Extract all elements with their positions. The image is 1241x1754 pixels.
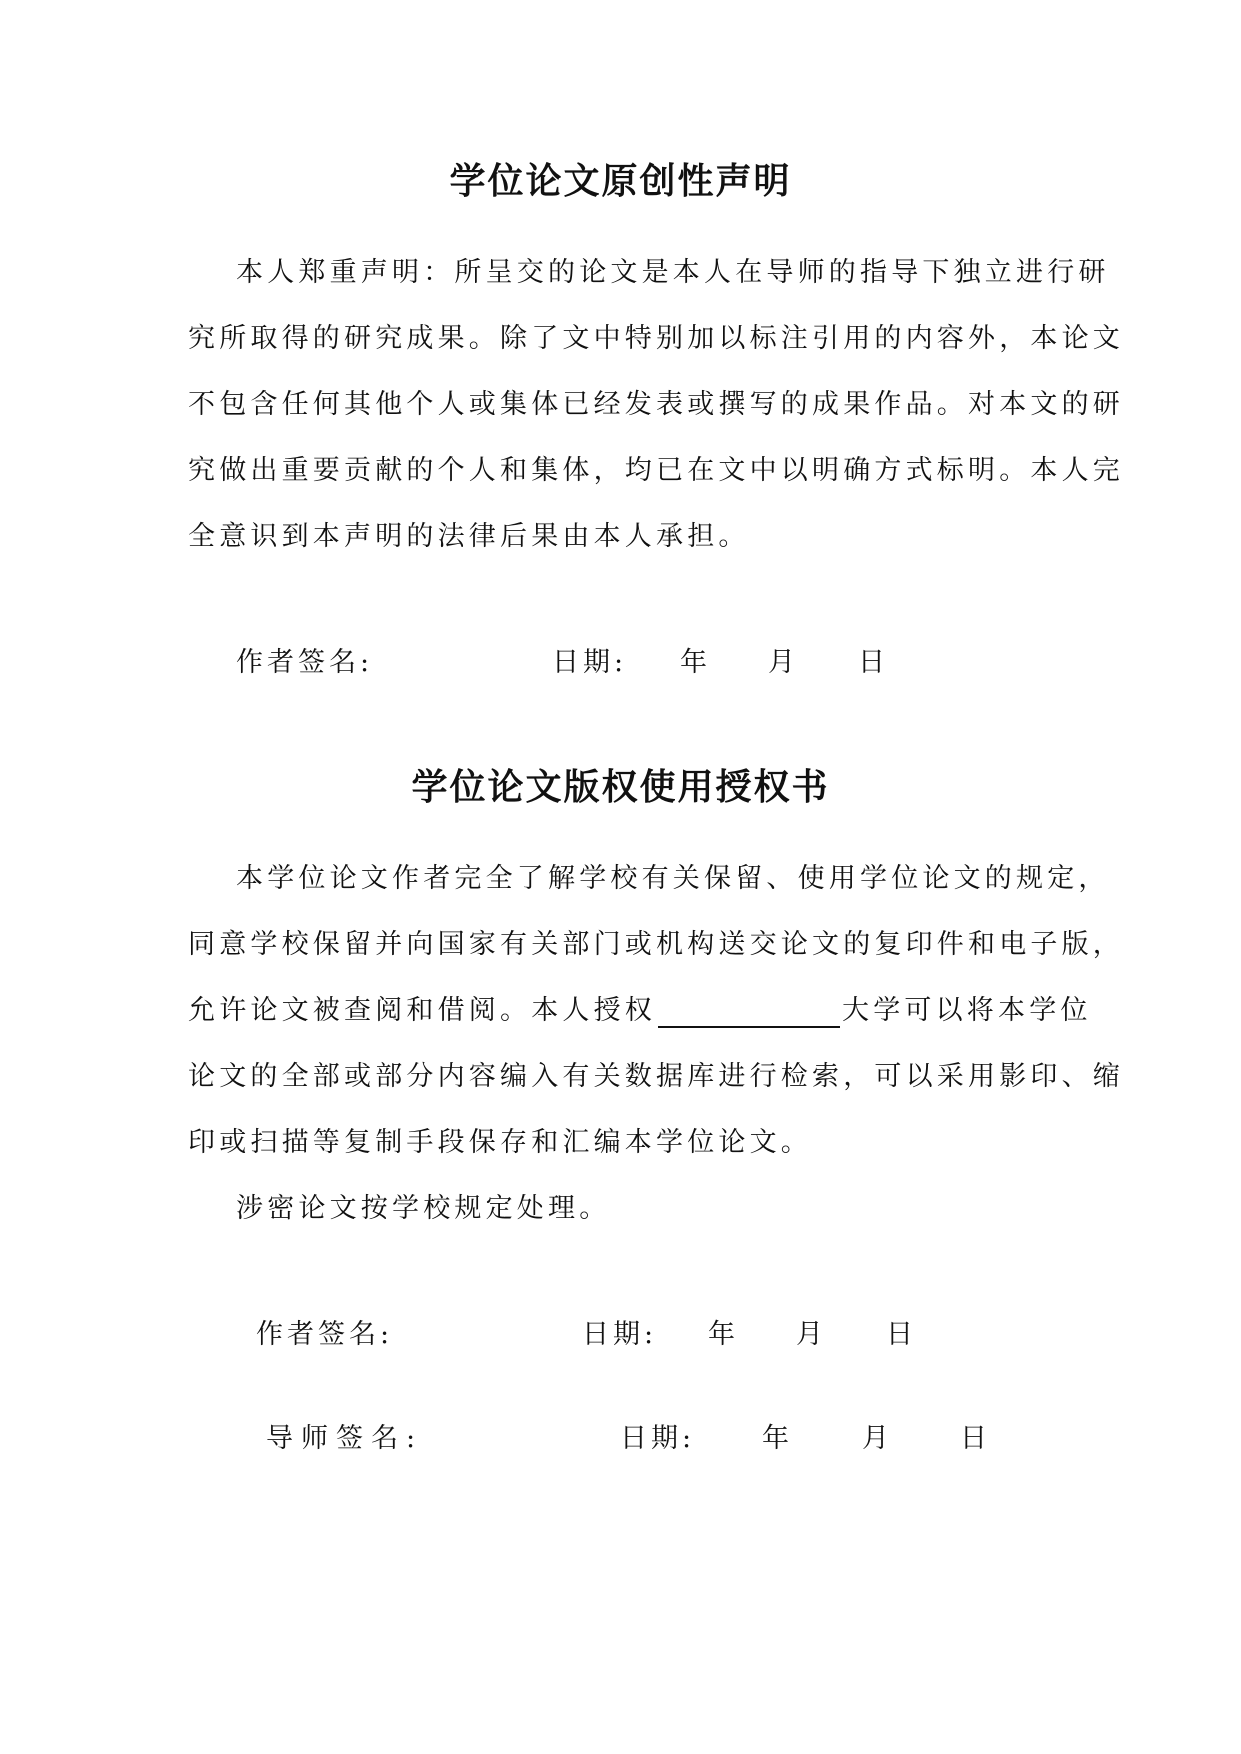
declaration-signature-row: [0, 646, 1241, 680]
date-day: 日: [960, 1423, 991, 1454]
declaration-line-1: 本人郑重声明：所呈交的论文是本人在导师的指导下独立进行研: [236, 257, 1110, 288]
declaration-line-2: 究所取得的研究成果。除了文中特别加以标注引用的内容外，本论文: [188, 323, 1124, 354]
advisor-signature-row: [0, 1422, 1241, 1456]
author-signature-row: [0, 1318, 1241, 1352]
authorization-line-4: 论文的全部或部分内容编入有关数据库进行检索，可以采用影印、缩: [188, 1061, 1124, 1092]
date-month: 月: [768, 647, 799, 678]
university-name-blank: [658, 996, 840, 1028]
authorization-title: 学位论文版权使用授权书: [411, 767, 830, 808]
authorization-line-3-after: 大学可以将本学位: [842, 995, 1092, 1026]
date-day: 日: [886, 1319, 917, 1350]
declaration-line-5: 全意识到本声明的法律后果由本人承担。: [188, 521, 750, 552]
authorization-line-3-before: 允许论文被查阅和借阅。本人授权: [188, 995, 656, 1026]
authorization-line-1: 本学位论文作者完全了解学校有关保留、使用学位论文的规定，: [236, 863, 1110, 894]
author-signature-label: 作者签名:: [236, 647, 374, 678]
date-label: 日期:: [552, 647, 628, 678]
date-year: 年: [680, 647, 711, 678]
date-label: 日期:: [582, 1319, 658, 1350]
author-signature-label: 作者签名:: [256, 1319, 394, 1350]
date-day: 日: [858, 647, 889, 678]
authorization-line-5: 印或扫描等复制手段保存和汇编本学位论文。: [188, 1127, 812, 1158]
declaration-line-3: 不包含任何其他个人或集体已经发表或撰写的成果作品。对本文的研: [188, 389, 1124, 420]
secret-note: 涉密论文按学校规定处理。: [236, 1193, 611, 1224]
date-month: 月: [796, 1319, 827, 1350]
declaration-title: 学位论文原创性声明: [449, 161, 792, 202]
date-label: 日期:: [620, 1423, 696, 1454]
date-month: 月: [862, 1423, 893, 1454]
declaration-line-4: 究做出重要贡献的个人和集体，均已在文中以明确方式标明。本人完: [188, 455, 1124, 486]
date-year: 年: [762, 1423, 793, 1454]
date-year: 年: [708, 1319, 739, 1350]
authorization-line-3: [188, 994, 1092, 1028]
authorization-line-2: 同意学校保留并向国家有关部门或机构送交论文的复印件和电子版，: [188, 929, 1124, 960]
advisor-signature-label: 导师签名:: [266, 1423, 424, 1454]
